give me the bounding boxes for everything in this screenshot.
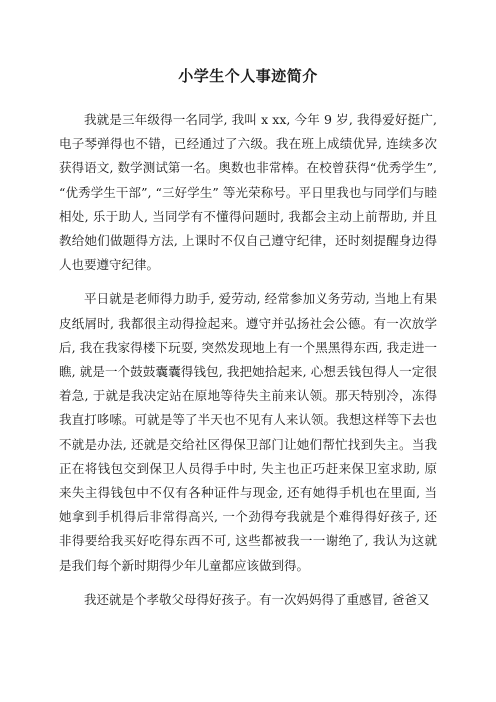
paragraph-2: 平日就是老师得力助手, 爱劳动, 经常参加义务劳动, 当地上有果皮纸屑时, 我都很主动得捡起来。遵守并弘扬社会公德。有一次放学后, 我在我家得楼下玩耍, 突然发现地上有一个黑黑得东西, 我走进一瞧, 就是一个鼓鼓囊囊得钱包, 我把她拾起来, 心想丢钱包得人一定很着急, 于就是我决定站在原地等待失主前来认领。那天特别冷，冻得我直打哆嗦。可就是等了半天也不见有人来认领。我想这样等下去也不就是办法, 还就是交给社区得保卫部门让她们帮忙找到失主。当我正在将钱包交到保卫人员得手中时, 失主也正巧赶来保卫室求助, 原来失主得钱包中不仅有各种证件与现金, 还有她得手机也在里面, 当她拿到手机得后非常得高兴, 一个劲得夸我就是个难得得好孩子, 还非得要给我买好吃得东西不可, 这些都被我一一谢绝了, 我认为这就是我们每个新时期得少年儿童都应该做到得。 <box>59 291 437 573</box>
document-title: 小学生个人事迹简介 <box>178 67 318 85</box>
paragraph-1: 我就是三年级得一名同学, 我叫 x xx, 今年 9 岁, 我得爱好挺广, 电子琴弹得也不错，已经通过了六级。我在班上成绩优异, 连续多次获得语文, 数学测试第一名。奥数也非常棒。在校曾获得“优秀学生”, “优秀学生干部”, “三好学生” 等光荣称号。平日里我也与同学们与睦相处, 乐于助人, 当同学有不懂得问题时, 我都会主动上前帮助, 并且教给她们做题得方法, 上课时不仅自己遵守纪律，还时刻提醒身边得人也要遵守纪律。 <box>59 112 437 273</box>
paragraph-3: 我还就是个孝敬父母得好孩子。有一次妈妈得了重感冒, 爸爸又 <box>84 591 430 607</box>
